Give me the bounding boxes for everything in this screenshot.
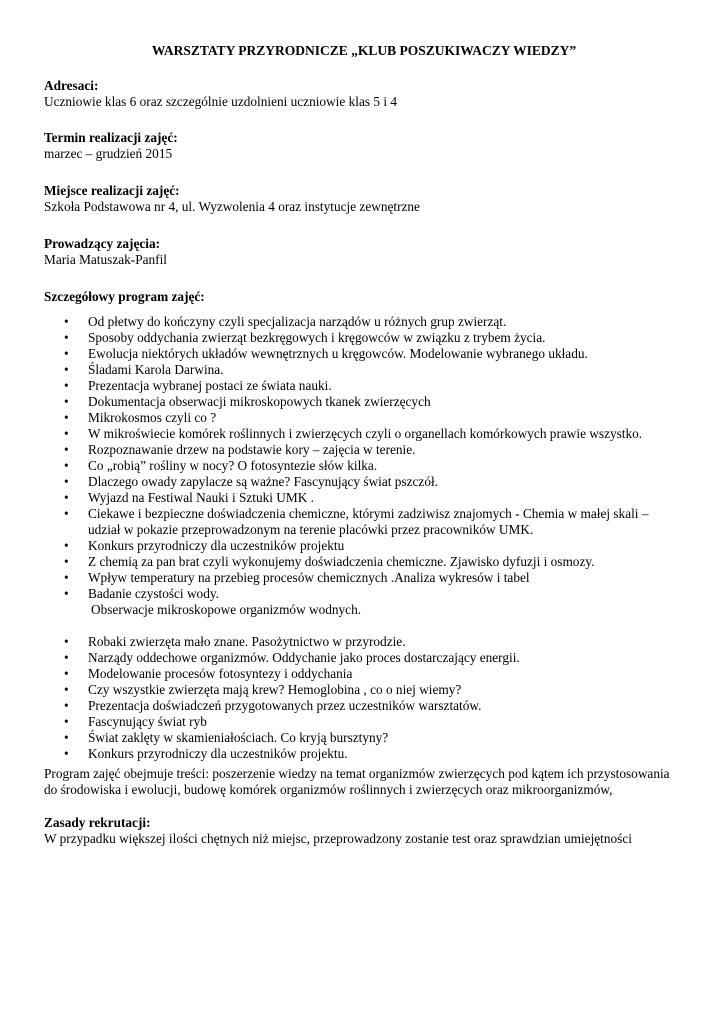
bullet-icon: • xyxy=(64,650,69,665)
section-termin xyxy=(44,130,684,162)
rekrutacja-heading: Zasady rekrutacji: xyxy=(44,815,151,830)
bullet-icon: • xyxy=(64,314,69,329)
section-adresaci xyxy=(44,78,684,110)
termin-heading: Termin realizacji zajęć: xyxy=(44,130,178,145)
list-spacer xyxy=(44,618,684,634)
section-program xyxy=(44,289,684,305)
bullet-icon: • xyxy=(64,714,69,729)
prowadzacy-text: Maria Matuszak-Panfil xyxy=(44,252,167,267)
list-item: • Mikrokosmos czyli co ? xyxy=(64,410,217,425)
bullet-icon: • xyxy=(64,458,69,473)
list-item: • Rozpoznawanie drzew na podstawie kory – zajęcia w terenie. xyxy=(64,442,416,457)
list-item: • Narządy oddechowe organizmów. Oddychanie jako proces dostarczający energii. xyxy=(64,650,520,665)
bullet-icon: • xyxy=(64,474,69,489)
list-item: • Z chemią za pan brat czyli wykonujemy doświadczenia chemiczne. Zjawisko dyfuzji i osmozy. xyxy=(64,554,595,569)
list-item: • Ewolucja niektórych układów wewnętrznych u kręgowców. Modelowanie wybranego układu. xyxy=(64,346,588,361)
bullet-icon: • xyxy=(64,538,69,553)
bullet-icon: • xyxy=(64,442,69,457)
list-item: • Dlaczego owady zapylacze są ważne? Fascynujący świat pszczół. xyxy=(64,474,438,489)
program-heading: Szczegółowy program zajęć: xyxy=(44,289,205,304)
bullet-icon: • xyxy=(64,346,69,361)
list-item: • Wyjazd na Festiwal Nauki i Sztuki UMK . xyxy=(64,490,314,505)
miejsce-heading: Miejsce realizacji zajęć: xyxy=(44,183,180,198)
prowadzacy-heading: Prowadzący zajęcia: xyxy=(44,236,161,251)
list-item: • W mikroświecie komórek roślinnych i zwierzęcych czyli o organellach komórkowych prawie wszystko. xyxy=(64,426,643,441)
adresaci-text: Uczniowie klas 6 oraz szczególnie uzdolnieni uczniowie klas 5 i 4 xyxy=(44,94,397,109)
list-item: • Dokumentacja obserwacji mikroskopowych tkanek zwierzęcych xyxy=(64,394,431,409)
bullet-icon: • xyxy=(64,426,69,441)
program-summary xyxy=(44,766,684,798)
list-item: • Ciekawe i bezpieczne doświadczenia chemiczne, którymi zadziwisz znajomych - Chemia w małej skali – udział w pokazie przeprowadzonym na terenie placówki przez pracowników UMK. xyxy=(64,506,649,537)
summary-line: do środowiska i ewolucji, budowę komórek organizmów roślinnych i zwierzęcych oraz mikroorganizmów, xyxy=(44,782,613,797)
bullet-icon: • xyxy=(64,394,69,409)
bullet-icon: • xyxy=(64,506,69,521)
list-item: • Modelowanie procesów fotosyntezy i oddychania xyxy=(64,666,353,681)
list-item: • Co „robią” rośliny w nocy? O fotosyntezie słów kilka. xyxy=(64,458,378,473)
list-item: • Robaki zwierzęta mało znane. Pasożytnictwo w przyrodzie. xyxy=(64,634,406,649)
list-item: • Prezentacja wybranej postaci ze świata nauki. xyxy=(64,378,332,393)
bullet-icon: • xyxy=(64,490,69,505)
rekrutacja-text: W przypadku większej ilości chętnych niż miejsc, przeprowadzony zostanie test oraz sprawdzian umiejętności xyxy=(44,831,632,846)
list-item: • Śladami Karola Darwina. xyxy=(64,362,224,377)
bullet-icon: • xyxy=(64,330,69,345)
section-rekrutacja xyxy=(44,815,684,847)
summary-line: Program zajęć obejmuje treści: poszerzenie wiedzy na temat organizmów zwierzęcych pod kątem ich przystosowania xyxy=(44,766,670,781)
program-list xyxy=(44,314,684,762)
list-item: • Od płetwy do kończyny czyli specjalizacja narządów u różnych grup zwierząt. xyxy=(64,314,507,329)
adresaci-heading: Adresaci: xyxy=(44,78,99,93)
bullet-icon: • xyxy=(64,634,69,649)
list-item: • Czy wszystkie zwierzęta mają krew? Hemoglobina , co o niej wiemy? xyxy=(64,682,462,697)
list-item: • Wpływ temperatury na przebieg procesów chemicznych .Analiza wykresów i tabel xyxy=(64,570,530,585)
bullet-icon: • xyxy=(64,682,69,697)
list-item: • Sposoby oddychania zwierząt bezkręgowych i kręgowców w związku z trybem życia. xyxy=(64,330,546,345)
termin-text: marzec – grudzień 2015 xyxy=(44,146,173,161)
list-item: • Konkurs przyrodniczy dla uczestników projektu xyxy=(64,538,345,553)
bullet-icon: • xyxy=(64,746,69,761)
miejsce-text: Szkoła Podstawowa nr 4, ul. Wyzwolenia 4 oraz instytucje zewnętrzne xyxy=(44,199,420,214)
bullet-icon: • xyxy=(64,410,69,425)
document-title: WARSZTATY PRZYRODNICZE „KLUB POSZUKIWACZY WIEDZY” xyxy=(151,43,577,58)
section-miejsce xyxy=(44,183,684,215)
bullet-icon: • xyxy=(64,554,69,569)
bullet-icon: • xyxy=(64,666,69,681)
list-item: • Fascynujący świat ryb xyxy=(64,714,207,729)
section-prowadzacy xyxy=(44,236,684,268)
bullet-icon: • xyxy=(64,730,69,745)
bullet-icon: • xyxy=(64,586,69,601)
list-item: • Konkurs przyrodniczy dla uczestników projektu. xyxy=(64,746,348,761)
bullet-icon: • xyxy=(64,362,69,377)
list-item: • Prezentacja doświadczeń przygotowanych przez uczestników warsztatów. xyxy=(64,698,482,713)
bullet-icon: • xyxy=(64,698,69,713)
bullet-icon: • xyxy=(64,570,69,585)
bullet-icon: • xyxy=(64,378,69,393)
list-item: • Badanie czystości wody. Obserwacje mikroskopowe organizmów wodnych. xyxy=(64,586,362,617)
list-item: • Świat zaklęty w skamieniałościach. Co kryją bursztyny? xyxy=(64,730,389,745)
